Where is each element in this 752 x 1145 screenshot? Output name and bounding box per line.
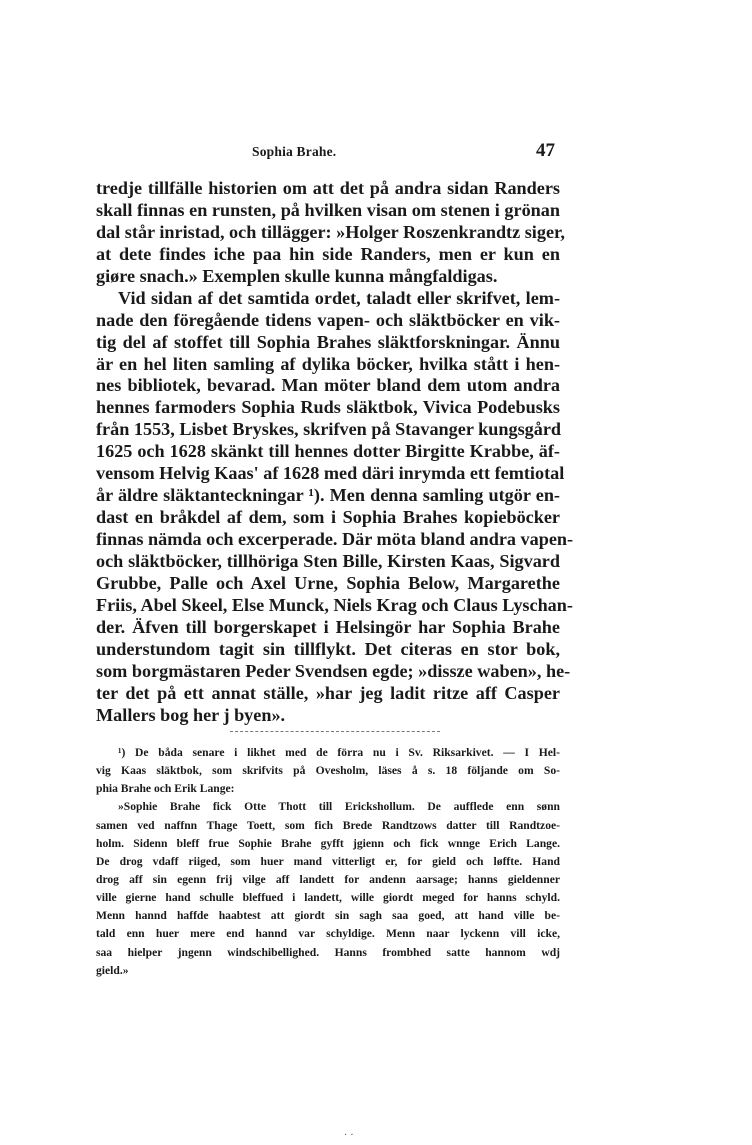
text-line: som borgmästaren Peder Svendsen egde; »dissze waben», he-: [96, 660, 571, 681]
footnote-separator: [230, 731, 440, 732]
text-line: och släktböcker, tillhöriga Sten Bille, Kirsten Kaas, Sigvard: [96, 550, 560, 571]
footnote-line: holm. Sidenn bleff frue Sophie Brahe gyfft jgienn och fick wnnge Erich Lange.: [96, 836, 560, 850]
text-line: ter det på ett annat ställe, »har jeg ladit ritze aff Casper: [96, 682, 560, 703]
text-line: vensom Helvig Kaas' af 1628 med däri inrymda ett femtiotal: [96, 463, 565, 484]
footnote-line: De drog vdaff riiged, som huer mand vitterligt er, for gield och løffte. Hand: [96, 854, 560, 868]
page-number: 47: [536, 140, 555, 161]
footnote-line: Menn hannd haffde haabtest att giordt sin sagh saa goed, att hand ville be-: [96, 909, 560, 923]
footnote-line: drog aff sin egenn frij vilge aff landett for andenn aarsage; hanns gieldenner: [96, 872, 560, 886]
text-line: nes bibliotek, bevarad. Man möter bland dem utom andra: [96, 375, 560, 396]
footnote-line: »Sophie Brahe fick Otte Thott till Erickshollum. De aufflede enn sønn: [118, 800, 560, 814]
text-line: at dete findes iche paa hin side Randers, men er kun en: [96, 243, 560, 264]
text-line: tredje tillfälle historien om att det på andra sidan Randers: [96, 178, 560, 198]
text-line: är en hel liten samling af dylika böcker, hvilka stått i hen-: [96, 353, 560, 374]
text-line: dal står inristad, och tillägger: »Holger Roszenkrandtz siger,: [96, 221, 565, 242]
text-line: från 1553, Lisbet Bryskes, skrifven på Stavanger kungsgård: [96, 419, 562, 440]
text-line: skall finnas en runsten, på hvilken visan om stenen i grönan: [96, 199, 560, 220]
footnote-line: gield.»: [96, 963, 129, 977]
bottom-speck: · ·: [344, 1130, 354, 1141]
text-line: 1625 och 1628 skänkt till hennes dotter Birgitte Krabbe, äf-: [96, 441, 560, 462]
text-line: Mallers bog her j byen».: [96, 704, 286, 725]
text-line: Vid sidan af det samtida ordet, taladt eller skrifvet, lem-: [118, 287, 560, 308]
footnote-line: saa hielper jngenn windschibellighed. Hanns frombhed satte hannom wdj: [96, 945, 560, 959]
running-title: Sophia Brahe.: [252, 144, 337, 159]
footnote-line: phia Brahe och Erik Lange:: [96, 782, 235, 796]
main-text: [96, 178, 574, 726]
footnote-line: vig Kaas släktbok, som skrifvits på Ovesholm, läses å s. 18 följande om So-: [96, 764, 560, 778]
footnote-line: samen ved naffnn Thage Toett, som fich Brede Randtzows datter till Randtzoe-: [96, 818, 560, 832]
text-line: nade den föregående tidens vapen- och släktböcker en vik-: [96, 309, 560, 330]
text-line: Grubbe, Palle och Axel Urne, Sophia Below, Margarethe: [96, 572, 560, 593]
footnotes: [96, 744, 560, 980]
text-line: år äldre släktanteckningar ¹). Men denna samling utgör en-: [96, 485, 560, 506]
text-line: giøre snach.» Exemplen skulle kunna mångfaldigas.: [96, 265, 498, 286]
text-line: der. Äfven till borgerskapet i Helsingör har Sophia Brahe: [96, 616, 560, 637]
text-line: finnas nämda och excerperade. Där möta bland andra vapen-: [96, 529, 574, 549]
text-line: hennes farmoders Sophia Ruds släktbok, Vivica Podebusks: [96, 397, 560, 418]
text-line: Friis, Abel Skeel, Else Munck, Niels Krag och Claus Lyschan-: [96, 594, 573, 615]
footnote-line: ville gierne hand schulle bleffued i landett, wille giordt meged for hanns schyld.: [96, 891, 560, 905]
footnote-line: tald enn huer mere end hannd var schyldige. Menn naar lyckenn vill icke,: [96, 927, 560, 941]
text-line: dast en bråkdel af dem, som i Sophia Brahes kopieböcker: [96, 507, 560, 528]
footnote-line: ¹) De båda senare i likhet med de förra nu i Sv. Riksarkivet. — I Hel-: [118, 746, 560, 759]
text-line: understundom tagit sin tillflykt. Det citeras en stor bok,: [96, 638, 560, 659]
text-line: tig del af stoffet till Sophia Brahes släktforskningar. Ännu: [96, 331, 560, 352]
